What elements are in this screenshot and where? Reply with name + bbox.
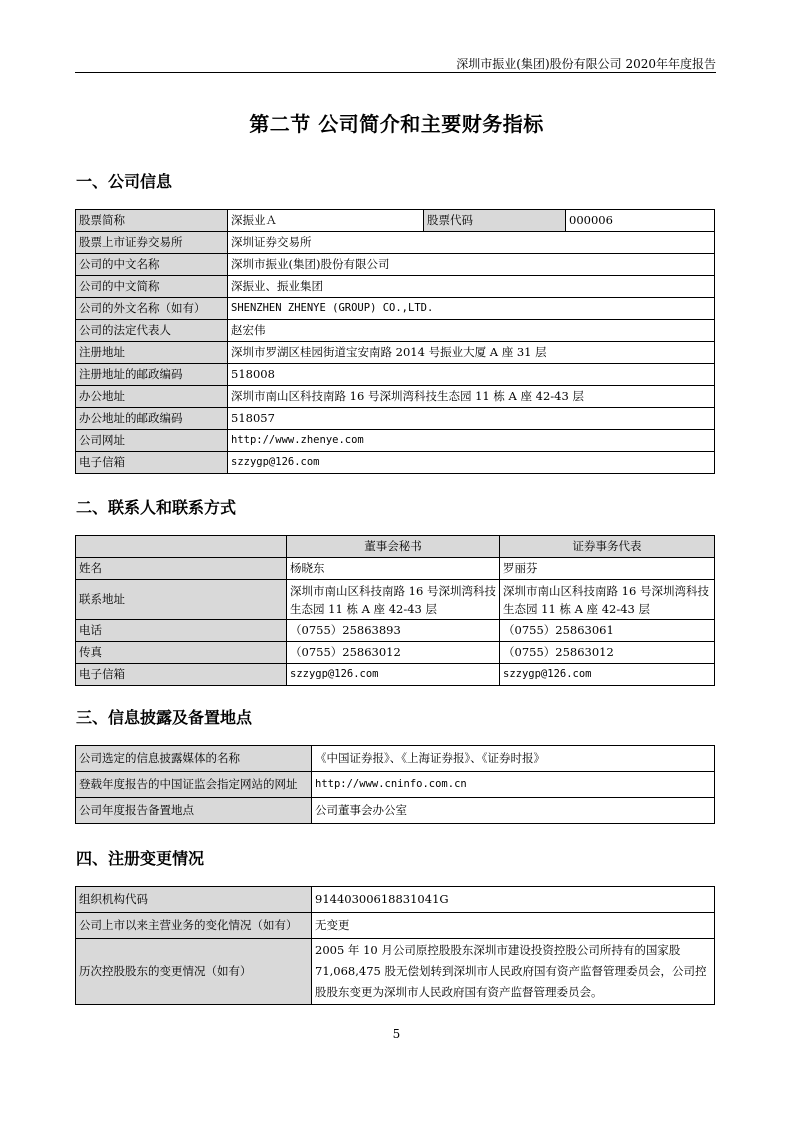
table-cell-value: 深圳证券交易所	[228, 232, 715, 254]
table-cell-label: 公司的法定代表人	[76, 320, 228, 342]
cninfo-link[interactable]: http://www.cninfo.com.cn	[312, 772, 715, 798]
table-cell-value: 杨晓东	[287, 558, 500, 580]
table-cell-label: 姓名	[76, 558, 287, 580]
table-cell-label: 股票上市证券交易所	[76, 232, 228, 254]
table-cell-value: 2005 年 10 月公司原控股股东深圳市建设投资控股公司所持有的国家股 71,068,475 股无偿划转到深圳市人民政府国有资产监督管理委员会，公司控股股东变更为深圳市人民政府国有资产监督管理委员会。	[312, 939, 715, 1005]
running-header: 深圳市振业(集团)股份有限公司 2020年年度报告	[456, 57, 716, 71]
table-cell-value: （0755）25863012	[287, 642, 500, 664]
table-row	[76, 232, 715, 254]
contacts-table	[75, 535, 715, 686]
table-row	[76, 772, 715, 798]
table-row	[76, 664, 715, 686]
table-cell-label: 传真	[76, 642, 287, 664]
table-row	[76, 620, 715, 642]
table-row	[76, 913, 715, 939]
table-cell-value: （0755）25863893	[287, 620, 500, 642]
table-cell-label: 公司年度报告备置地点	[76, 798, 312, 824]
website-link[interactable]: http://www.zhenye.com	[228, 430, 715, 452]
table-cell-value: 深振业Ａ	[228, 210, 424, 232]
section-heading-company-info: 一、公司信息	[76, 172, 173, 191]
table-cell-label: 办公地址	[76, 386, 228, 408]
table-cell-label: 公司网址	[76, 430, 228, 452]
table-cell-value: 深圳市南山区科技南路 16 号深圳湾科技生态园 11 栋 A 座 42-43 层	[287, 580, 500, 620]
table-cell-value: 无变更	[312, 913, 715, 939]
table-cell-label: 登载年度报告的中国证监会指定网站的网址	[76, 772, 312, 798]
table-row	[76, 364, 715, 386]
table-row	[76, 746, 715, 772]
table-cell-label: 办公地址的邮政编码	[76, 408, 228, 430]
table-cell-label: 股票代码	[424, 210, 566, 232]
page-number: 5	[392, 1027, 401, 1041]
table-row	[76, 254, 715, 276]
table-cell-value: 518008	[228, 364, 715, 386]
table-cell-value: 000006	[566, 210, 715, 232]
table-cell-value: 518057	[228, 408, 715, 430]
table-cell-label: 股票简称	[76, 210, 228, 232]
email-link[interactable]: szzygp@126.com	[228, 452, 715, 474]
table-row	[76, 320, 715, 342]
table-row	[76, 298, 715, 320]
table-cell-label: 公司的中文名称	[76, 254, 228, 276]
table-cell-label: 历次控股股东的变更情况（如有）	[76, 939, 312, 1005]
table-cell-value: 深振业、振业集团	[228, 276, 715, 298]
table-cell-label: 组织机构代码	[76, 887, 312, 913]
table-row	[76, 558, 715, 580]
table-row	[76, 642, 715, 664]
table-row	[76, 408, 715, 430]
table-cell-label: 电话	[76, 620, 287, 642]
table-cell-label: 电子信箱	[76, 664, 287, 686]
disclosure-table	[75, 745, 715, 824]
company-info-table	[75, 209, 715, 474]
table-header-row	[76, 536, 715, 558]
section-heading-registration: 四、注册变更情况	[76, 849, 205, 868]
table-cell-label: 公司选定的信息披露媒体的名称	[76, 746, 312, 772]
table-cell-value: （0755）25863061	[500, 620, 715, 642]
table-cell-label: 注册地址	[76, 342, 228, 364]
table-cell-label: 注册地址的邮政编码	[76, 364, 228, 386]
table-cell-value: 罗丽芬	[500, 558, 715, 580]
registration-table	[75, 886, 715, 1005]
header-rule	[75, 72, 716, 73]
email-link[interactable]: szzygp@126.com	[500, 664, 715, 686]
table-cell-label: 公司的外文名称（如有）	[76, 298, 228, 320]
table-row	[76, 452, 715, 474]
table-cell-value: 《中国证券报》、《上海证券报》、《证券时报》	[312, 746, 715, 772]
column-header-secretary: 董事会秘书	[287, 536, 500, 558]
section-heading-contacts: 二、联系人和联系方式	[76, 498, 237, 517]
table-cell-value: 赵宏伟	[228, 320, 715, 342]
page-title: 第二节 公司简介和主要财务指标	[249, 112, 544, 136]
table-cell-value: SHENZHEN ZHENYE (GROUP) CO.,LTD.	[228, 298, 715, 320]
table-row	[76, 386, 715, 408]
table-cell-label: 公司的中文简称	[76, 276, 228, 298]
table-cell-value: 91440300618831041G	[312, 887, 715, 913]
table-row	[76, 276, 715, 298]
table-row	[76, 798, 715, 824]
email-link[interactable]: szzygp@126.com	[287, 664, 500, 686]
column-header-rep: 证券事务代表	[500, 536, 715, 558]
table-row	[76, 342, 715, 364]
table-header-blank	[76, 536, 287, 558]
table-cell-value: 公司董事会办公室	[312, 798, 715, 824]
table-cell-label: 联系地址	[76, 580, 287, 620]
section-heading-disclosure: 三、信息披露及备置地点	[76, 708, 253, 727]
table-cell-value: （0755）25863012	[500, 642, 715, 664]
table-row	[76, 210, 715, 232]
table-cell-value: 深圳市南山区科技南路 16 号深圳湾科技生态园 11 栋 A 座 42-43 层	[228, 386, 715, 408]
table-cell-value: 深圳市罗湖区桂园街道宝安南路 2014 号振业大厦 A 座 31 层	[228, 342, 715, 364]
table-cell-label: 电子信箱	[76, 452, 228, 474]
table-row	[76, 887, 715, 913]
table-row	[76, 939, 715, 1005]
table-cell-value: 深圳市南山区科技南路 16 号深圳湾科技生态园 11 栋 A 座 42-43 层	[500, 580, 715, 620]
table-row	[76, 430, 715, 452]
table-row	[76, 580, 715, 620]
table-cell-label: 公司上市以来主营业务的变化情况（如有）	[76, 913, 312, 939]
table-cell-value: 深圳市振业(集团)股份有限公司	[228, 254, 715, 276]
